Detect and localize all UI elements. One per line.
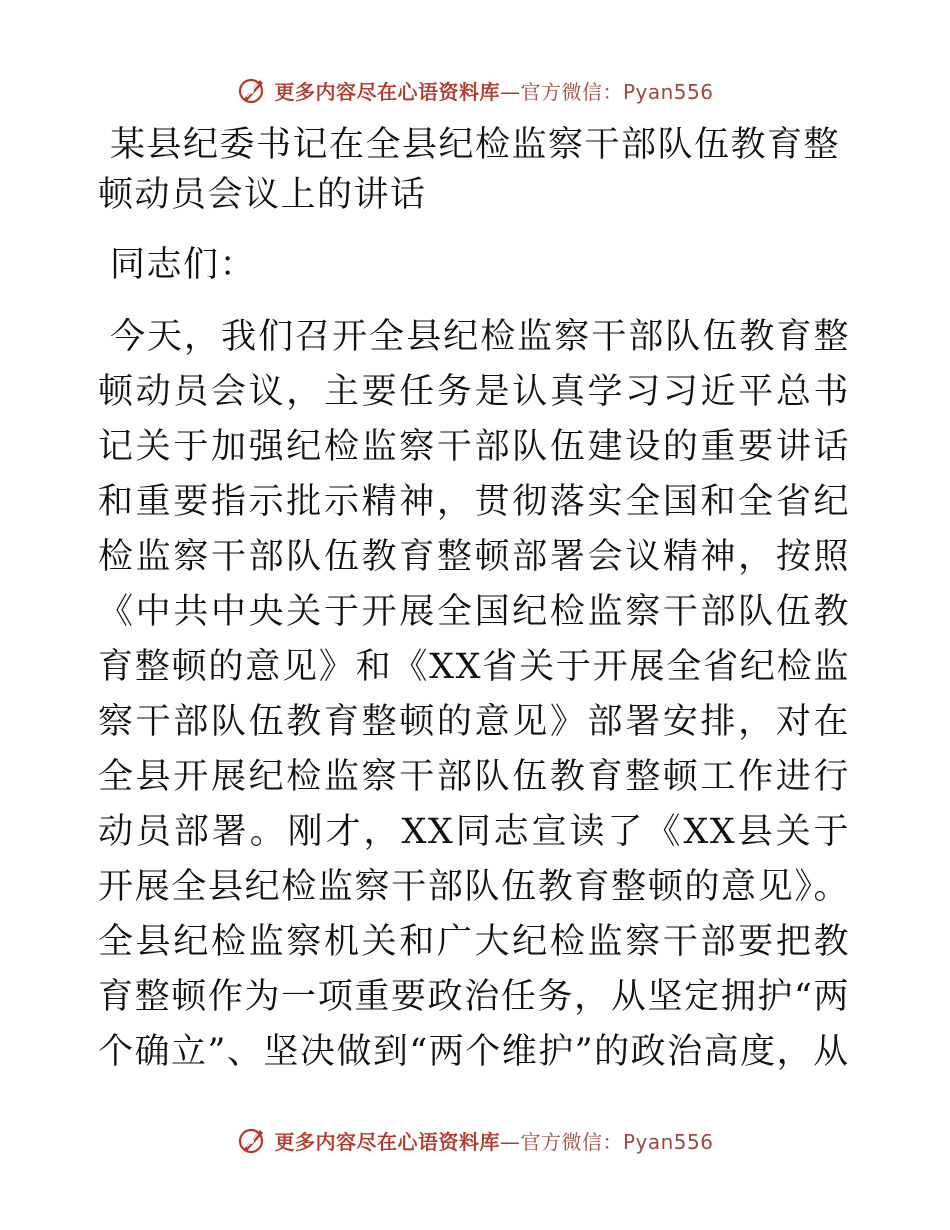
body-paragraph: 今天，我们召开全县纪检监察干部队伍教育整顿动员会议，主要任务是认真学习习近平总书记关于加强纪检监察干部队伍建设的重要讲话和重要指示批示精神，贯彻落实全国和全省纪检监察干部队伍教育整顿部署会议精神，按照《中共中央关于开展全国纪检监察干部队伍教育整顿的意见》和《XX省关于开展全省纪检监察干部队伍教育整顿的意见》部署安排，对在全县开展纪检监察干部队伍教育整顿工作进行动员部署。刚才，XX同志宣读了《XX县关于开展全县纪检监察干部队伍教育整顿的意见》。全县纪检监察机关和广大纪检监察干部要把教育整顿作为一项重要政治任务，从坚定拥护“两个确立”、坚决做到“两个维护”的政治高度，从 [98, 317, 850, 1072]
watermark-separator: — [499, 1129, 521, 1154]
watermark-separator: — [499, 79, 521, 104]
watermark-brand: 更多内容尽在心语资料库 [274, 1129, 500, 1154]
watermark-contact: 官方微信：Pyan556 [520, 1129, 714, 1154]
watermark-contact: 官方微信：Pyan556 [520, 79, 714, 104]
quill-pen-circle-logo-icon [236, 1124, 268, 1156]
greeting: 同志们： [110, 245, 257, 285]
header-watermark [0, 72, 950, 108]
quill-pen-circle-logo-icon [236, 74, 268, 106]
document-body [98, 120, 850, 1080]
watermark-brand: 更多内容尽在心语资料库 [274, 79, 500, 104]
document-title: 某县纪委书记在全县纪检监察干部队伍教育整顿动员会议上的讲话 [98, 125, 841, 215]
footer-watermark [0, 1122, 950, 1158]
